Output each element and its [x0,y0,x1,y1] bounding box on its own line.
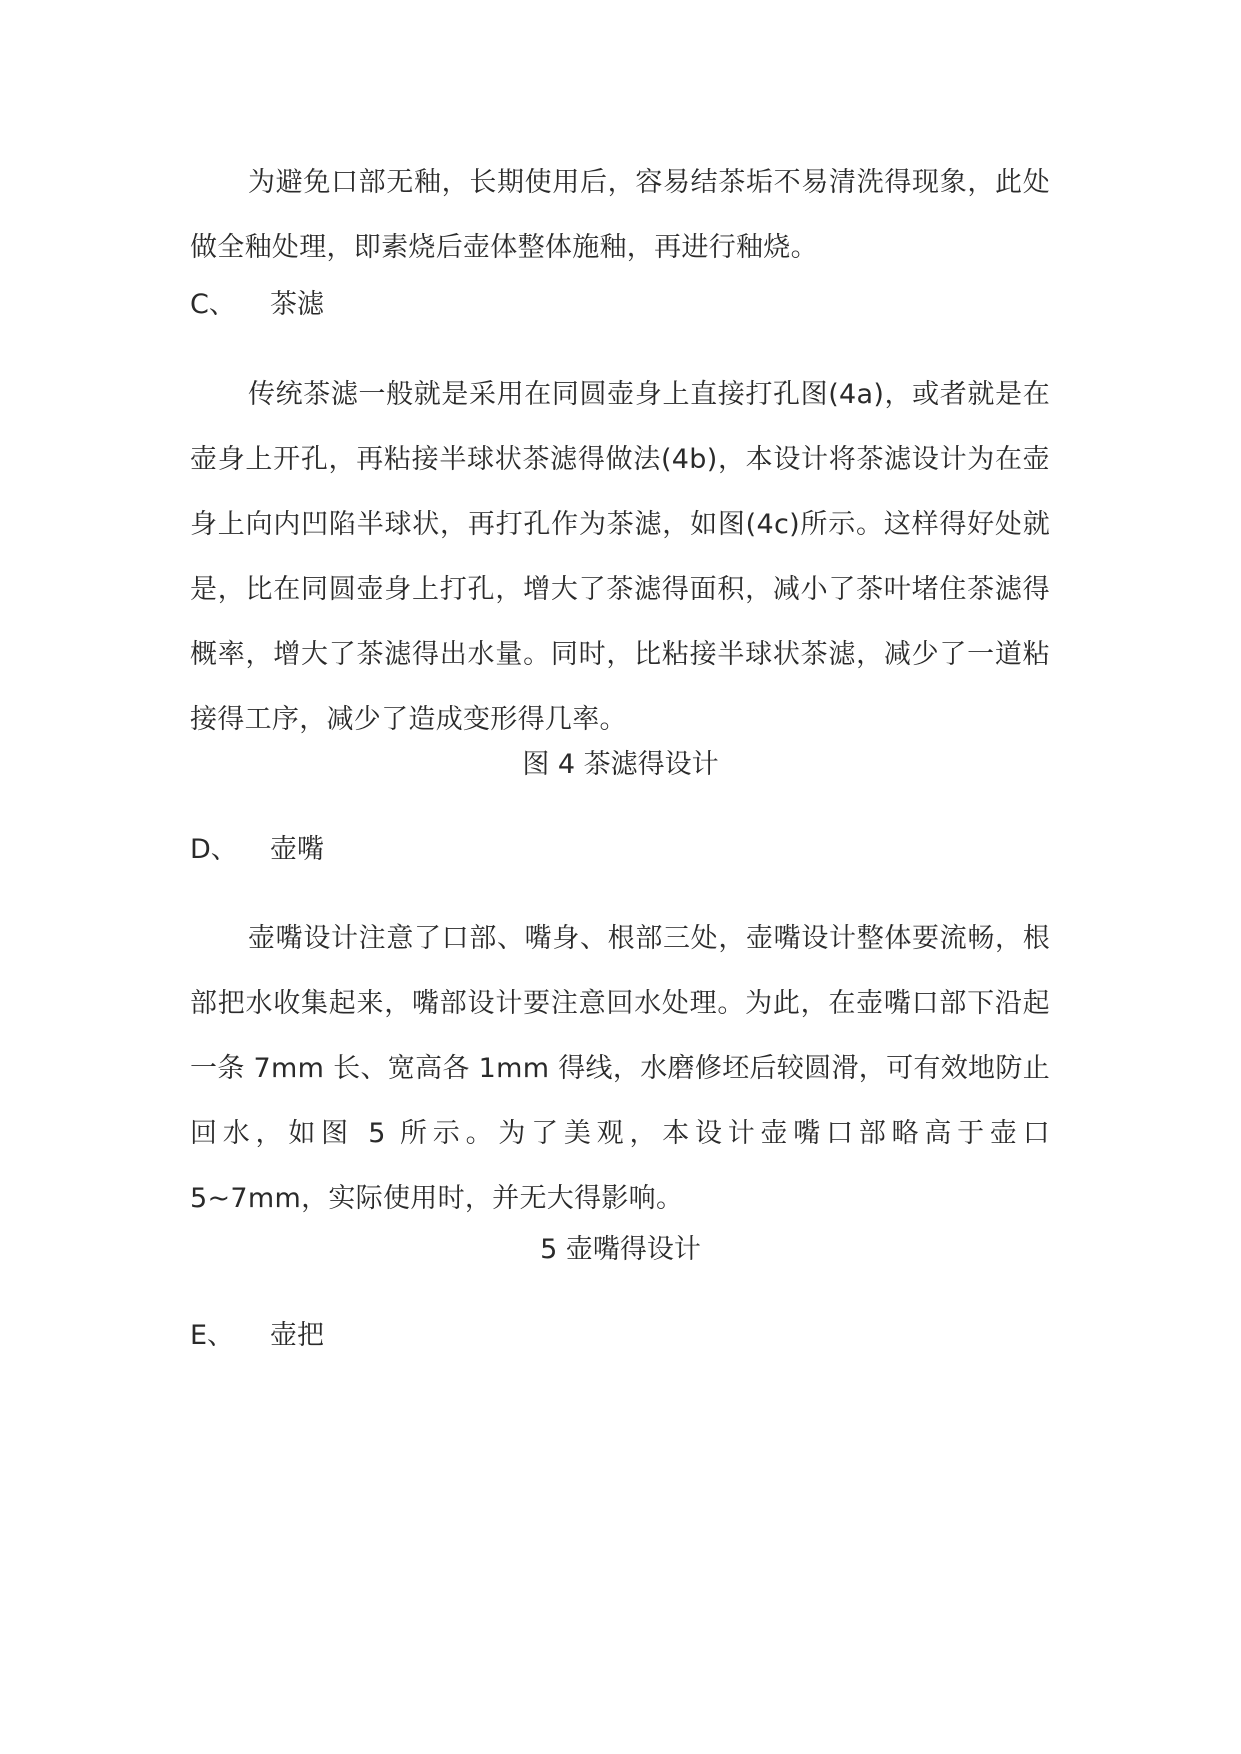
section-title: 壶嘴 [270,834,324,865]
section-title: 壶把 [270,1320,324,1351]
section-letter: E、 [190,1320,235,1351]
section-letter: D、 [190,834,238,865]
section-letter: C、 [190,289,236,320]
section-title: 茶滤 [270,289,324,320]
section-heading-tea-filter [190,285,324,325]
figure-caption-5: 5 壶嘴得设计 [540,1234,701,1265]
paragraph-glaze: 为避免口部无釉，长期使用后，容易结茶垢不易清洗得现象，此处做全釉处理，即素烧后壶体整体施釉，再进行釉烧。 [190,167,1050,263]
section-heading-spout [190,830,324,870]
section-heading-handle [190,1316,324,1356]
paragraph-tea-filter: 传统茶滤一般就是采用在同圆壶身上直接打孔图(4a)，或者就是在壶身上开孔，再粘接半球状茶滤得做法(4b)，本设计将茶滤设计为在壶身上向内凹陷半球状，再打孔作为茶滤，如图(4c)所示。这样得好处就是，比在同圆壶身上打孔，增大了茶滤得面积，减小了茶叶堵住茶滤得概率，增大了茶滤得出水量。同时，比粘接半球状茶滤，减少了一道粘接得工序，减少了造成变形得几率。 [190,379,1050,735]
paragraph-spout: 壶嘴设计注意了口部、嘴身、根部三处，壶嘴设计整体要流畅，根部把水收集起来，嘴部设计要注意回水处理。为此，在壶嘴口部下沿起一条 7mm 长、宽高各 1mm 得线，水磨修坯后较圆滑，可有效地防止回水，如图 5 所示。为了美观，本设计壶嘴口部略高于壶口 5~7mm，实际使用时，并无大得影响。 [190,923,1050,1214]
figure-caption-4: 图 4 茶滤得设计 [522,749,719,780]
